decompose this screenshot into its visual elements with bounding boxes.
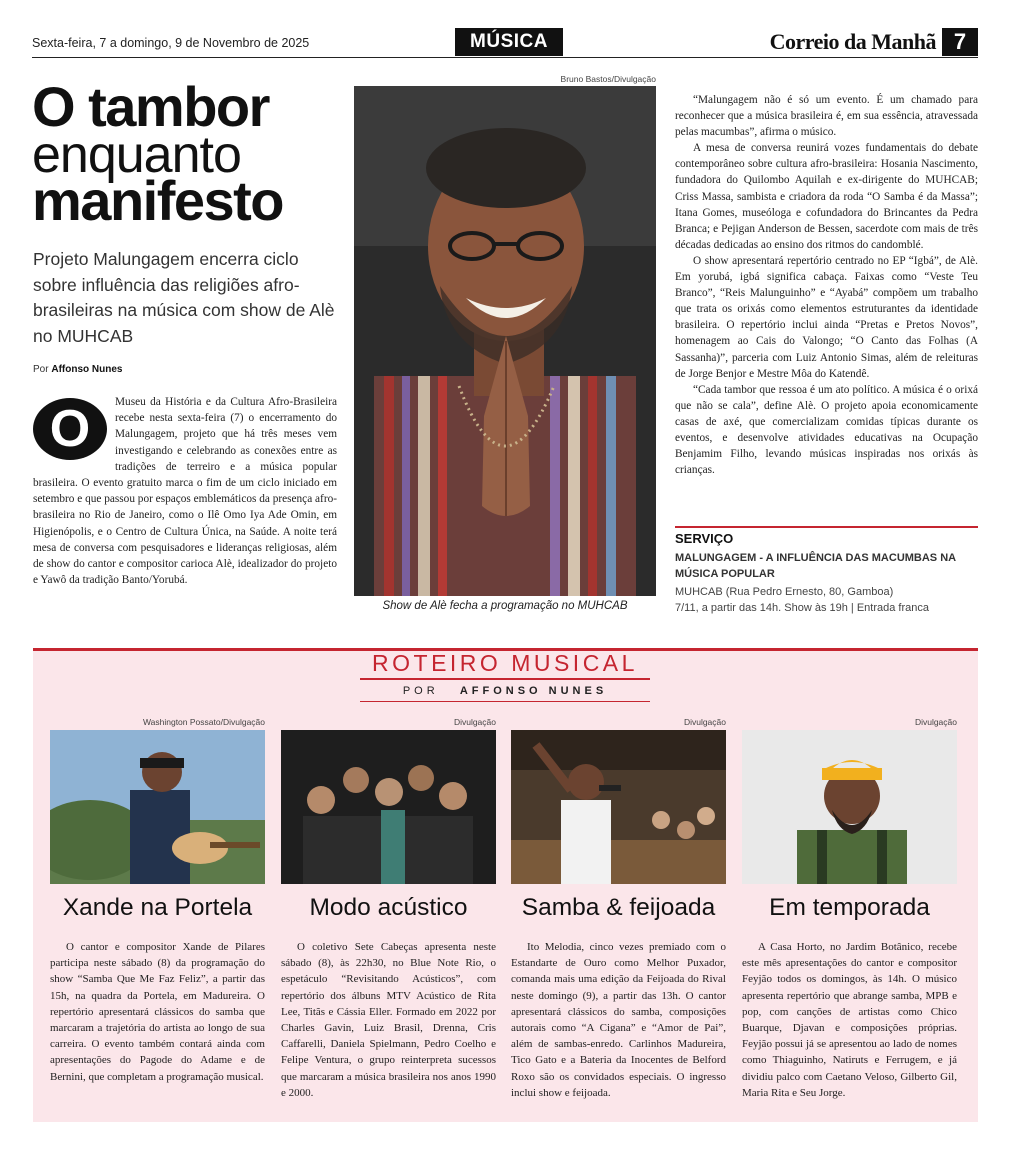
main-photo-credit: Bruno Bastos/Divulgação xyxy=(560,74,656,84)
card-title: Xande na Portela xyxy=(62,894,253,921)
page-header xyxy=(32,28,978,58)
portrait-illustration xyxy=(354,86,656,596)
card-photo-credit: Divulgação xyxy=(683,717,726,727)
main-photo-caption: Show de Alè fecha a programação no MUHCAB xyxy=(382,600,628,612)
card-title: Samba & feijoada xyxy=(521,894,716,921)
roteiro-byline-rule xyxy=(360,701,650,702)
service-event-name: MALUNGAGEM - A INFLUÊNCIA DAS MACUMBAS NA MÚSICA POPULAR xyxy=(675,552,956,580)
roteiro-title-rule xyxy=(360,678,650,680)
card-body: O cantor e compositor Xande de Pilares participa neste sábado (8) da programação do show “Samba Que Me Faz Feliz”, a partir das 15h, na quadra da Portela, em Madureira. O repertório apresentará clássicos do samba que marcaram a trajetória do artista ao longo de sua carreira. O evento também contará ainda com apresentações do Pagode do Adame e de Bernini, que completam a programação musical. xyxy=(50,941,265,1083)
card-photo-sete-cabecas xyxy=(281,730,496,884)
roteiro-by: POR xyxy=(402,685,439,697)
card-photo-ito-melodia xyxy=(511,730,726,884)
page-number: 7 xyxy=(942,28,978,56)
service-place: MUHCAB (Rua Pedro Ernesto, 80, Gamboa) xyxy=(675,586,894,598)
byline-prefix: Por xyxy=(33,364,49,375)
service-details xyxy=(675,584,978,616)
article-body-right xyxy=(675,92,978,478)
roteiro-byline xyxy=(0,685,1010,697)
main-photo-artist xyxy=(354,86,656,596)
headline-line-2: enquanto xyxy=(32,126,241,184)
section-label: MÚSICA xyxy=(455,28,563,56)
lead-text: Museu da História e da Cultura Afro-Brasileira recebe nesta sexta-feira (7) o encerramento do Malungagem, projeto que há três meses vem investigando e celebrando as conexões entre as tradições de terreiro e a música popular brasileira. O evento gratuito marca o fim de um ciclo iniciado em setembro e que passou por espaços emblemáticos da presença afro-brasileira no Rio de Janeiro, como o Ilê Omo Iya Ade Omin, em Higienópolis, e o Centro de Cultura Única, na Saúde. A noite terá mesa de conversa com pesquisadores e lideranças religiosas, além de show do cantor e compositor carioca Alè, idealizador do projeto e Yawô da tradição Banto/Yorubá. xyxy=(33,396,337,587)
card-photo-credit: Divulgação xyxy=(914,717,957,727)
service-title: SERVIÇO xyxy=(675,531,734,546)
service-schedule: 7/11, a partir das 14h. Show às 19h | Entrada franca xyxy=(675,602,929,614)
card-body: O coletivo Sete Cabeças apresenta neste sábado (8), às 22h30, no Blue Note Rio, o espetáculo “Revisitando Acústicos”, com repertório dos álbuns MTV Acústico de Rita Lee, Titãs e Cássia Eller. Formado em 2022 por Charles Gavin, Luiz Brasil, Drenna, Cris Caffarelli, Daniela Spielmann, Pedro Coelho e Felipe Ventura, o grupo reinterpreta sucessos que marcaram a música brasileira nos anos 1990 e 2000. xyxy=(281,941,496,1099)
lead-paragraph xyxy=(33,394,337,588)
headline-line-3: manifesto xyxy=(32,169,283,232)
card-photo-xande xyxy=(50,730,265,884)
dropcap: O xyxy=(33,398,107,460)
byline xyxy=(33,364,122,375)
body-paragraph: “Malungagem não é só um evento. É um chamado para reconhecer que a música brasileira é, em sua essência, atravessada pelas macumbas”, afirma o músico. xyxy=(675,94,978,139)
service-divider xyxy=(675,526,978,528)
newspaper-brand: Correio da Manhã xyxy=(769,29,936,54)
issue-date: Sexta-feira, 7 a domingo, 9 de Novembro de 2025 xyxy=(32,36,310,50)
roteiro-title: ROTEIRO MUSICAL xyxy=(372,650,638,676)
article-subtitle: Projeto Malungagem encerra ciclo sobre influência das religiões afro-brasileiras na música com show de Alè no MUHCAB xyxy=(33,249,335,346)
card-photo-credit: Washington Possato/Divulgação xyxy=(142,717,265,727)
card-title: Modo acústico xyxy=(309,894,468,921)
body-paragraph: “Cada tambor que ressoa é um ato político. A música é o orixá que não se cala”, define Alè. O projeto apoia economicamente casas de axé, que comercializam comidas típicas durante os eventos, e desenvolve atividades educativas na Ocupação Benjamim Filho, levando músicas inspiradas nos orixás às crianças. xyxy=(675,383,978,477)
byline-author: Affonso Nunes xyxy=(51,364,123,375)
card-body: Ito Melodia, cinco vezes premiado com o Estandarte de Ouro como Melhor Puxador, comanda mais uma edição da Feijoada do Rival neste domingo (9), a partir das 13h. O cantor apresentará clássicos do samba, composições autorais como “A Cigana” e “Amor de Pai”, além de sambas-enredo. Carlinhos Madureira, Tico Gato e a Bateria da Inocentes de Belford Roxo são os convidados especiais. O ingresso inclui show e feijoada. xyxy=(511,941,726,1099)
body-paragraph: A mesa de conversa reunirá vozes fundamentais do debate contemporâneo sobre cultura afro-brasileira: Hosania Nascimento, fundadora do Quilombo Aquilah e ex-dirigente do MUHCAB; Criss Massa, sambista e criadora da roda “O Samba é da Massa”; Itana Gomes, museóloga e cofundadora do Brincantes da Pedra Branca; e Pejigan Anderson de Bessen, sacerdote com mais de três décadas dedicadas ao ensino dos ritmos do candomblé. xyxy=(675,142,978,251)
roteiro-author: AFFONSO NUNES xyxy=(459,685,608,697)
card-photo-credit: Divulgação xyxy=(453,717,496,727)
card-title: Em temporada xyxy=(769,894,930,921)
card-photo-feyjao xyxy=(742,730,957,884)
body-paragraph: O show apresentará repertório centrado no EP “Igbá”, de Alè. Em yorubá, igbá significa cabaça. Faixas como “Veste Teu Branco”, “Reis Malunguinho” e “Ayabá” compõem um trabalho que trata os orixás como elementos estruturantes da identidade brasileira. O repertório inclui ainda “Pretas e Pretos Novos”, homenagem ao Cais do Valongo; “O Canto das Folhas (A Sassanha)”, parceria com Luiz Antonio Simas, além de releituras de Jorge Benjor e Mestre Môa do Katendê. xyxy=(675,254,978,380)
card-body: A Casa Horto, no Jardim Botânico, recebe este mês apresentações do cantor e compositor Feyjão todos os domingos, às 14h. O músico apresenta repertório que abrange samba, MPB e pop, com canções de artistas como Chico Buarque, Djavan e composições próprias. Feyjão possui já se apresentou ao lado de nomes como Thiaguinho, Natiruts e Ferrugem, e já dividiu palco com Caetano Veloso, Gilberto Gil, Maria Rita e Seu Jorge. xyxy=(742,941,957,1099)
headline-line-1: O tambor xyxy=(32,75,269,138)
